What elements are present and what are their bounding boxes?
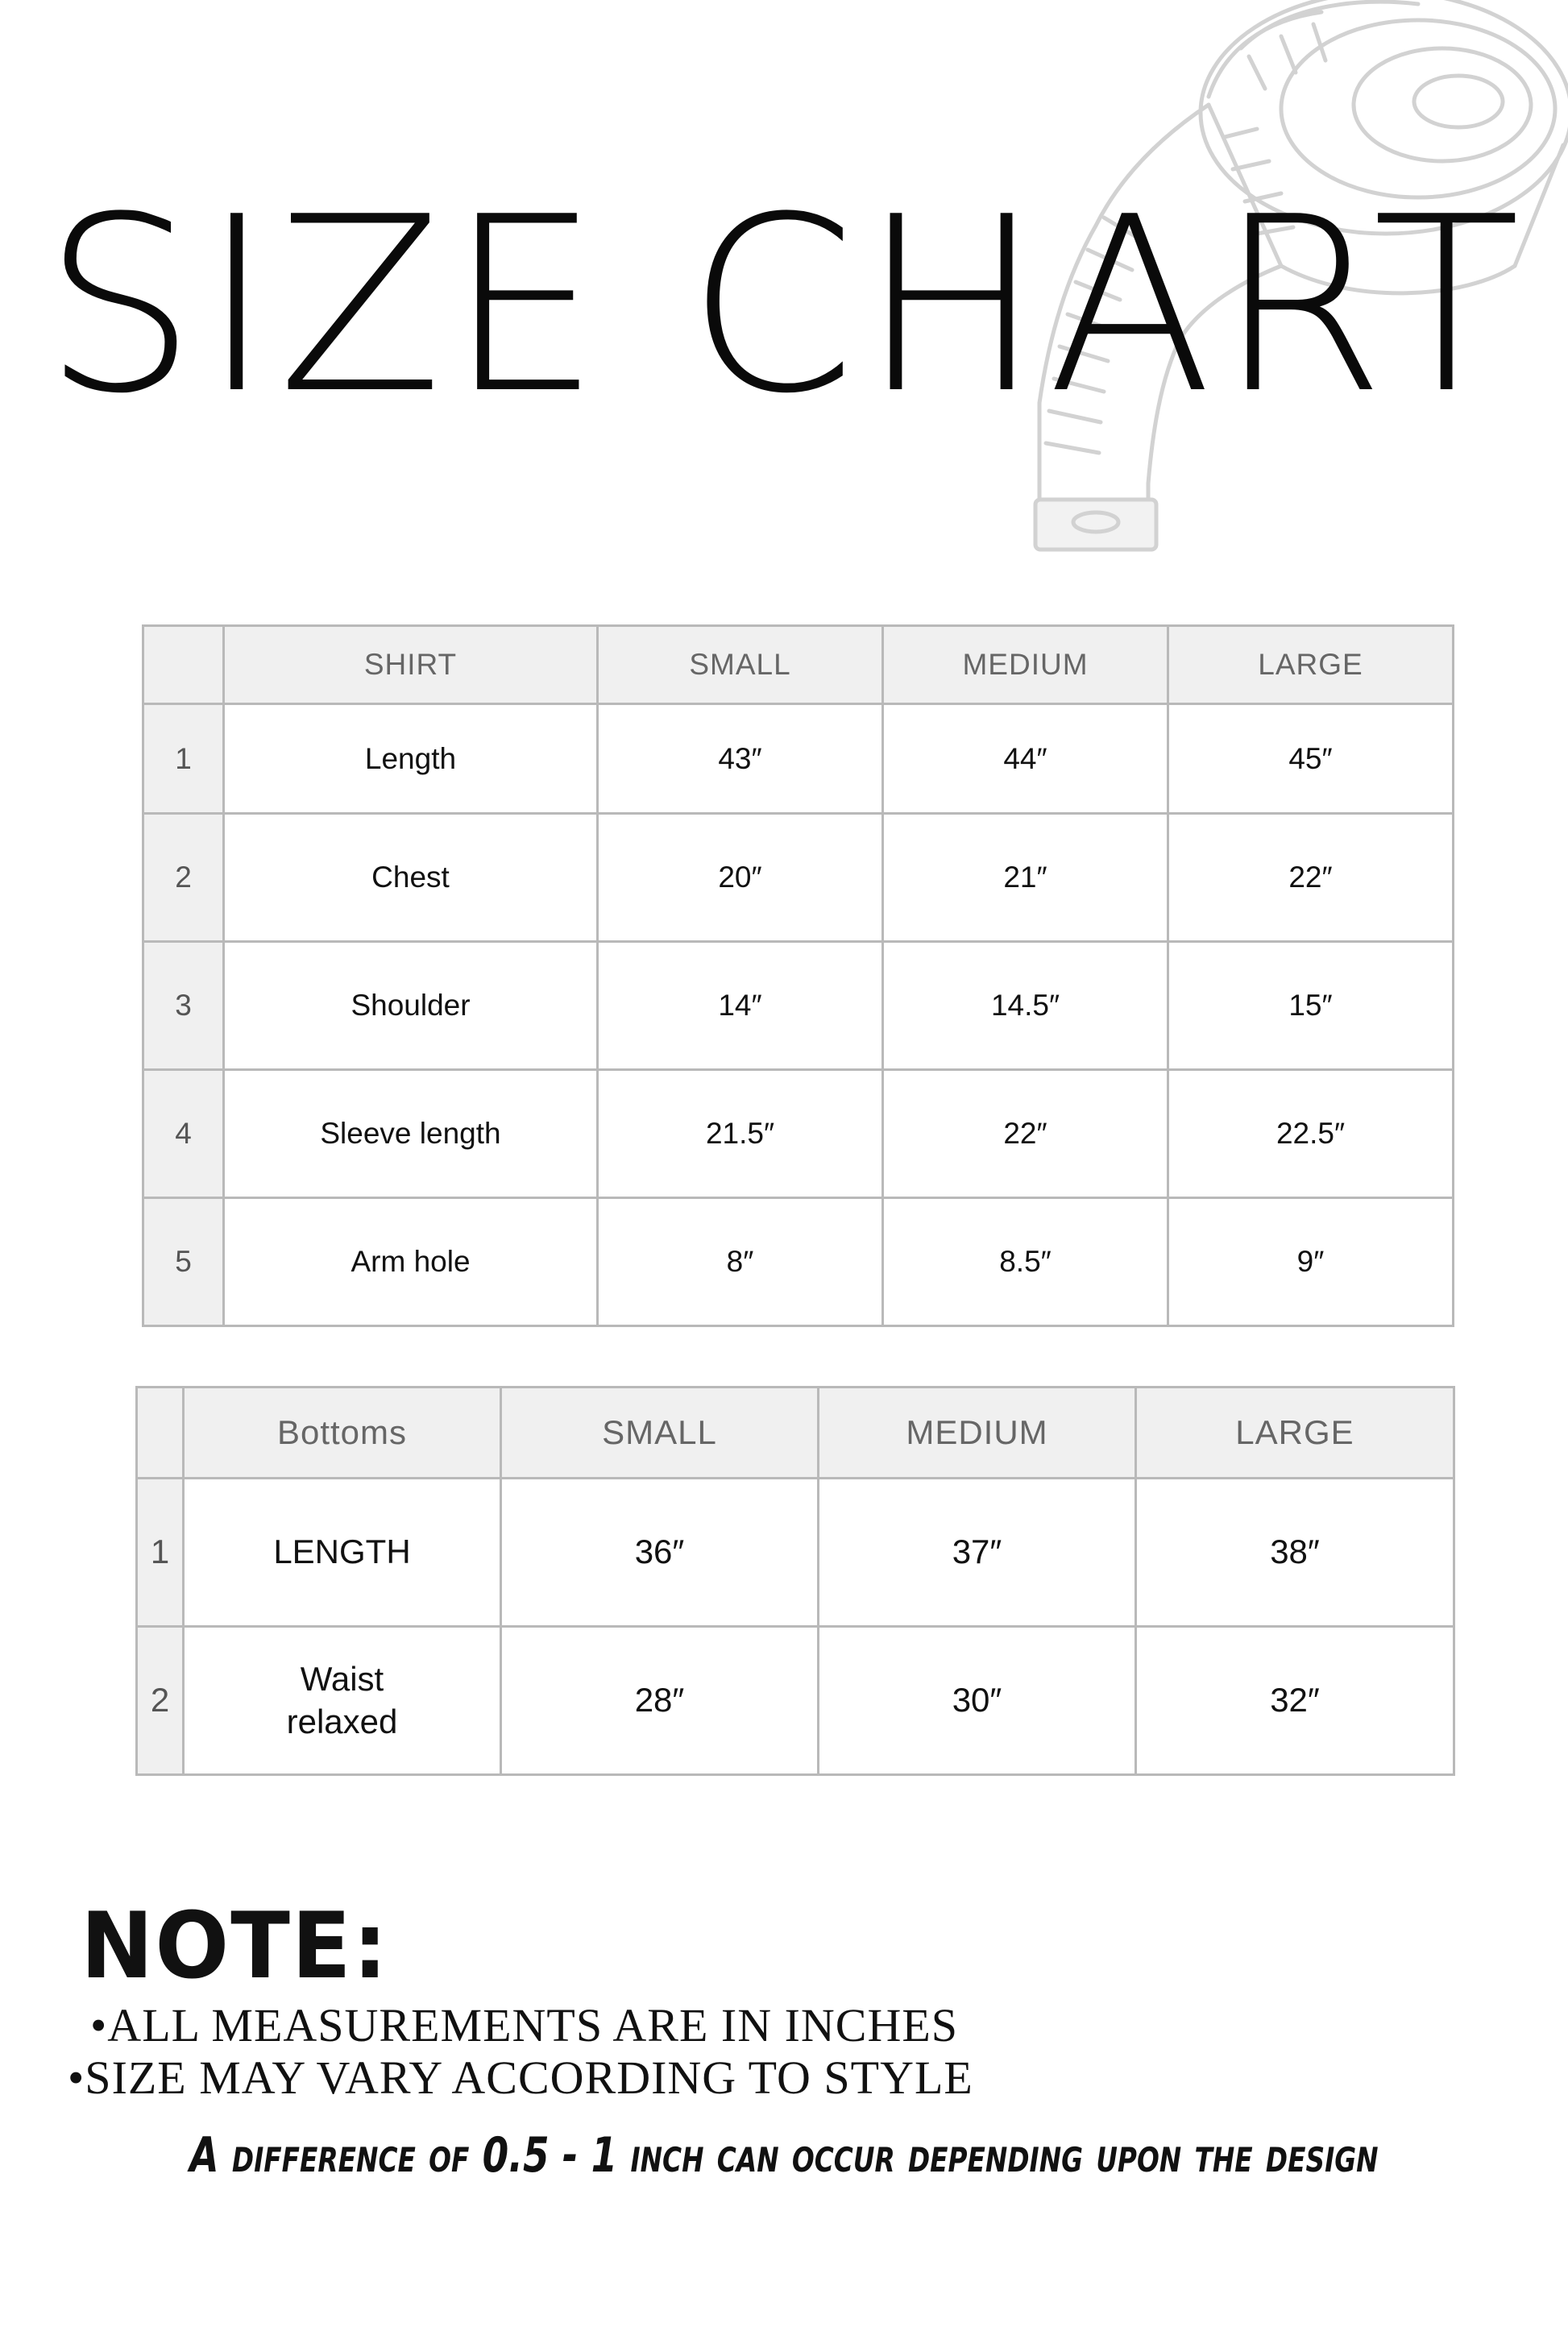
- shirt-size-table: [142, 624, 1454, 1327]
- note-bullet-measurements: •ALL MEASUREMENTS ARE IN INCHES: [90, 1999, 959, 2051]
- measurement-label: Length: [224, 704, 598, 814]
- measurement-label: Shoulder: [224, 942, 598, 1070]
- small-value: 28″: [501, 1627, 819, 1775]
- page-title: SIZE CHART: [43, 165, 1525, 446]
- row-number: 2: [143, 814, 224, 942]
- header-index-cell: [137, 1388, 184, 1479]
- table-row: [137, 1627, 1454, 1775]
- small-value: 8″: [598, 1198, 883, 1326]
- row-number: 1: [137, 1479, 184, 1627]
- measurement-label: Chest: [224, 814, 598, 942]
- table-row: [137, 1479, 1454, 1627]
- measurement-label-line: relaxed: [286, 1702, 398, 1740]
- large-value: 45″: [1168, 704, 1454, 814]
- medium-value: 44″: [883, 704, 1168, 814]
- header-small: SMALL: [598, 626, 883, 704]
- measurement-label: Sleeve length: [224, 1070, 598, 1198]
- small-value: 14″: [598, 942, 883, 1070]
- measurement-label-line: LENGTH: [273, 1533, 411, 1571]
- table-row: [143, 704, 1454, 814]
- row-number: 4: [143, 1070, 224, 1198]
- header-large: LARGE: [1168, 626, 1454, 704]
- medium-value: 30″: [819, 1627, 1136, 1775]
- header-large: LARGE: [1136, 1388, 1454, 1479]
- large-value: 15″: [1168, 942, 1454, 1070]
- header-index-cell: [143, 626, 224, 704]
- design-difference-disclaimer: A difference of 0.5 - 1 inch can occur depending upon the design: [189, 2127, 1379, 2184]
- medium-value: 22″: [883, 1070, 1168, 1198]
- header-shirt: SHIRT: [224, 626, 598, 704]
- row-number: 2: [137, 1627, 184, 1775]
- measurement-label-line: Waist: [300, 1660, 384, 1698]
- header-medium: MEDIUM: [819, 1388, 1136, 1479]
- medium-value: 37″: [819, 1479, 1136, 1627]
- small-value: 43″: [598, 704, 883, 814]
- bottoms-table-header-row: [137, 1388, 1454, 1479]
- table-row: [143, 1198, 1454, 1326]
- note-heading: NOTE:: [81, 1894, 389, 2000]
- bottoms-size-table: [135, 1386, 1455, 1776]
- large-value: 38″: [1136, 1479, 1454, 1627]
- header-small: SMALL: [501, 1388, 819, 1479]
- header-medium: MEDIUM: [883, 626, 1168, 704]
- small-value: 36″: [501, 1479, 819, 1627]
- measurement-label: Arm hole: [224, 1198, 598, 1326]
- note-bullet-size-variation: •SIZE MAY VARY ACCORDING TO STYLE: [68, 2051, 973, 2104]
- row-number: 5: [143, 1198, 224, 1326]
- shirt-table-header-row: [143, 626, 1454, 704]
- small-value: 20″: [598, 814, 883, 942]
- medium-value: 8.5″: [883, 1198, 1168, 1326]
- large-value: 22.5″: [1168, 1070, 1454, 1198]
- large-value: 9″: [1168, 1198, 1454, 1326]
- medium-value: 21″: [883, 814, 1168, 942]
- table-row: [143, 1070, 1454, 1198]
- table-row: [143, 814, 1454, 942]
- row-number: 1: [143, 704, 224, 814]
- table-row: [143, 942, 1454, 1070]
- small-value: 21.5″: [598, 1070, 883, 1198]
- medium-value: 14.5″: [883, 942, 1168, 1070]
- measurement-label: [184, 1479, 501, 1627]
- header-bottoms: Bottoms: [184, 1388, 501, 1479]
- row-number: 3: [143, 942, 224, 1070]
- large-value: 22″: [1168, 814, 1454, 942]
- large-value: 32″: [1136, 1627, 1454, 1775]
- measurement-label: [184, 1627, 501, 1775]
